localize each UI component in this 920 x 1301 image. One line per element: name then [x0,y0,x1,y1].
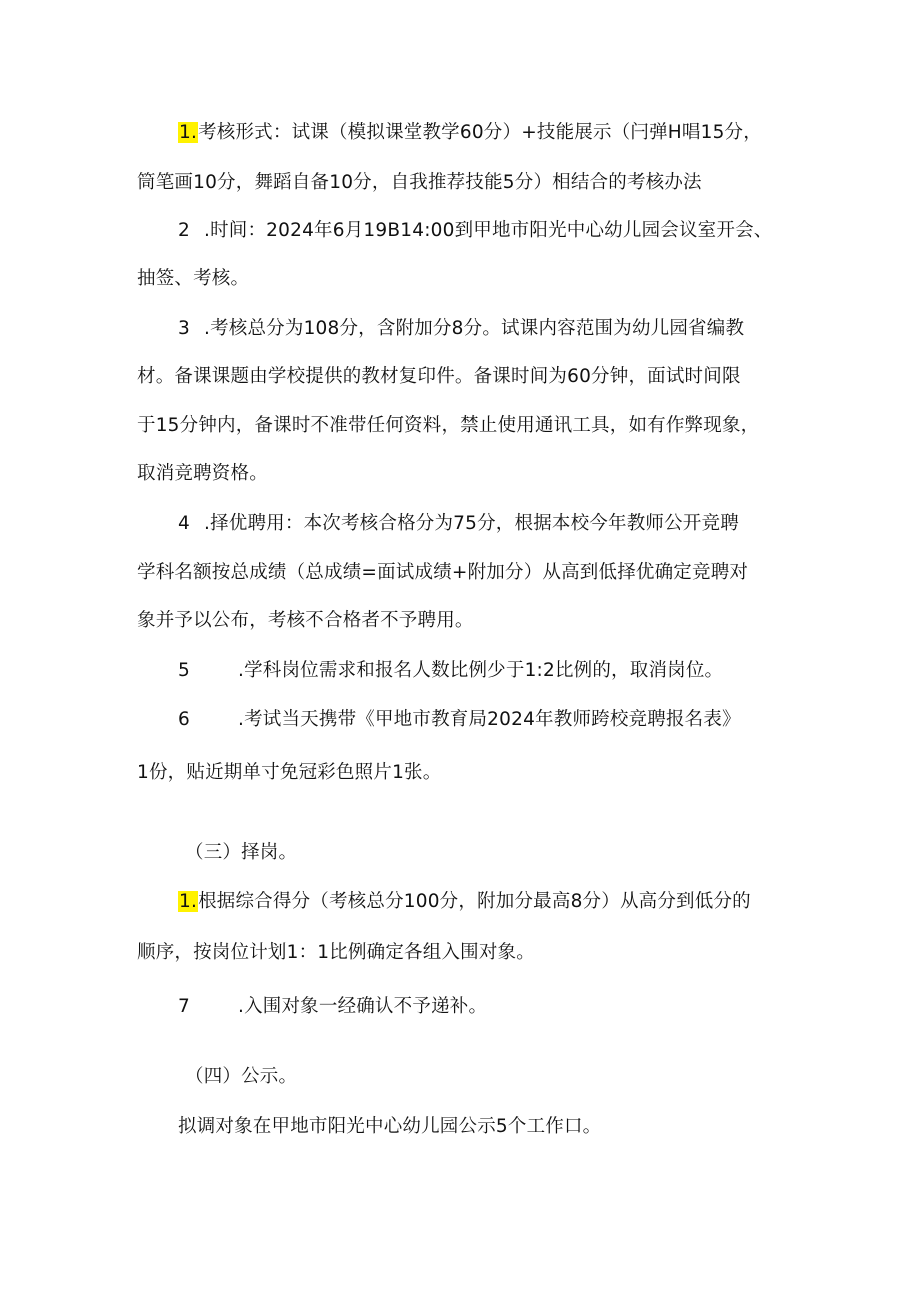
section-3-item-1-number: 1. [179,891,198,912]
section-4-line-1: 拟调对象在甲地市阳光中心幼儿园公示5个工作口。 [178,1116,602,1137]
item-5-text: .学科岗位需求和报名人数比例少于1:2比例的，取消岗位。 [237,660,724,681]
section-4-heading: （四）公示。 [185,1066,298,1087]
item-1-text: 考核形式：试课（模拟课堂教学60分）+技能展示（闩弹H唱15分， [198,122,762,143]
item-1-number: 1. [179,122,198,143]
item-6-line-2: 1份，贴近期单寸免冠彩色照片1张。 [137,762,442,783]
item-3-line-4: 取消竞聘资格。 [137,463,268,484]
section-3-item-1-text: 根据综合得分（考核总分100分，附加分最高8分）从高分到低分的 [198,891,751,912]
item-3-text: .考核总分为108分，含附加分8分。试课内容范围为幼儿园省编教 [203,318,745,339]
item-3-line-1 [178,316,744,342]
item-4-number: 4 [178,513,190,534]
section-3-heading: （三）择岗。 [185,842,298,863]
item-6-text: .考试当天携带《甲地市教育局2024年教师跨校竞聘报名表》 [237,709,741,730]
item-4-line-3: 象并予以公布，考核不合格者不予聘用。 [137,610,474,631]
section-3-item-7-line-1 [178,994,487,1020]
section-3-item-1-line-1 [178,889,751,915]
section-3-item-1-line-2: 顺序，按岗位计划1：1比例确定各组入围对象。 [137,942,535,963]
item-4-line-2: 学科名额按总成绩（总成绩=面试成绩+附加分）从高到低择优确定竞聘对 [137,562,749,583]
item-2-line-1 [178,218,772,244]
item-2-text: .时间：2024年6月19B14:00到甲地市阳光中心幼儿园会议室开会、 [203,220,773,241]
section-3-item-7-text: .入围对象一经确认不予递补。 [237,996,488,1017]
item-1-line-2: 筒笔画10分，舞蹈自备10分，自我推荐技能5分）相结合的考核办法 [137,172,702,193]
item-6-number: 6 [178,709,190,730]
section-3-item-7-number: 7 [178,996,190,1017]
item-4-line-1 [178,511,739,537]
item-2-line-2: 抽签、考核。 [137,268,250,289]
item-5-line-1 [178,658,723,684]
item-1-line-1 [178,120,762,146]
item-2-number: 2 [178,220,190,241]
item-4-text: .择优聘用：本次考核合格分为75分，根据本校今年教师公开竞聘 [203,513,739,534]
item-3-number: 3 [178,318,190,339]
item-5-number: 5 [178,660,190,681]
item-3-line-3: 于15分钟内，备课时不准带任何资料，禁止使用通讯工具，如有作弊现象， [137,415,760,436]
item-6-line-1 [178,707,741,733]
item-3-line-2: 材。备课课题由学校提供的教材复印件。备课时间为60分钟，面试时间限 [137,366,741,387]
